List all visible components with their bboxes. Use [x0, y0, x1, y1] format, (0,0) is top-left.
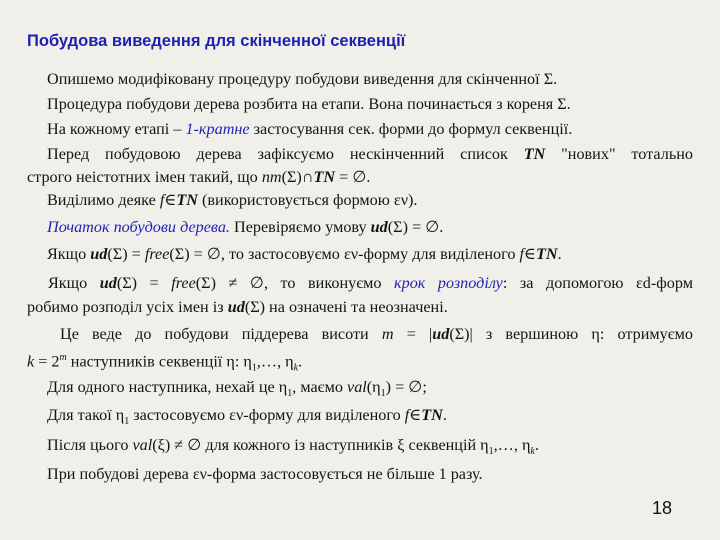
text-line-16: При побудові дерева εν-форма застосовується не більше 1 разу. [47, 465, 483, 483]
text-line-4: Перед побудовою дерева зафіксуємо нескінченний список TN "нових" тотально [47, 145, 693, 163]
text-line-3: На кожному етапі – 1-кратне застосування сек. форми до формул секвенції. [47, 120, 573, 138]
text-line-11: Це веде до побудови піддерева висоти m = |ud(Σ)| з вершиною η: отримуємо [60, 325, 693, 343]
text-line-10: робимо розподіл усіх імен із ud(Σ) на означені та неозначені. [27, 298, 448, 316]
text-line-2: Процедура побудови дерева розбита на етапи. Вона починається з кореня Σ. [47, 95, 571, 113]
slide-title: Побудова виведення для скінченної секвенції [27, 32, 406, 50]
text-line-1: Опишемо модифіковану процедуру побудови виведення для скінченної Σ. [47, 70, 558, 88]
text-line-13: Для одного наступника, нехай це $\eta_1$, маємо $val(\eta_1)$ = ∅; [47, 378, 427, 400]
text-line-5: строго неістотних імен такий, що nm(Σ)∩TN = ∅. [27, 168, 371, 186]
text-line-14: Для такої $\eta_1$ застосовуємо εν-форму для виділеного f∈TN. [47, 406, 447, 428]
text-line-15: Після цього val(ξ) ≠ ∅ для кожного із наступників ξ секвенцій $\eta_1,\dots$, $\eta_k$. [47, 436, 539, 458]
text-line-8: Якщо ud(Σ) = free(Σ) = ∅, то застосовуємо εν-форму для виділеного f∈TN. [47, 245, 562, 263]
text-line-6: Виділимо деяке f∈TN (використовується формою εν). [47, 191, 418, 209]
text-line-12: $k = 2^m$ наступників секвенції η: $\eta_1,\dots$, $\eta_k$. [27, 352, 303, 374]
page-number: 18 [652, 498, 673, 518]
text-line-7: Початок побудови дерева. Перевіряємо умову ud(Σ) = ∅. [47, 218, 444, 236]
text-line-9: Якщо ud(Σ) = free(Σ) ≠ ∅, то виконуємо крок розподілу: за допомогою εd-форм [48, 274, 693, 292]
